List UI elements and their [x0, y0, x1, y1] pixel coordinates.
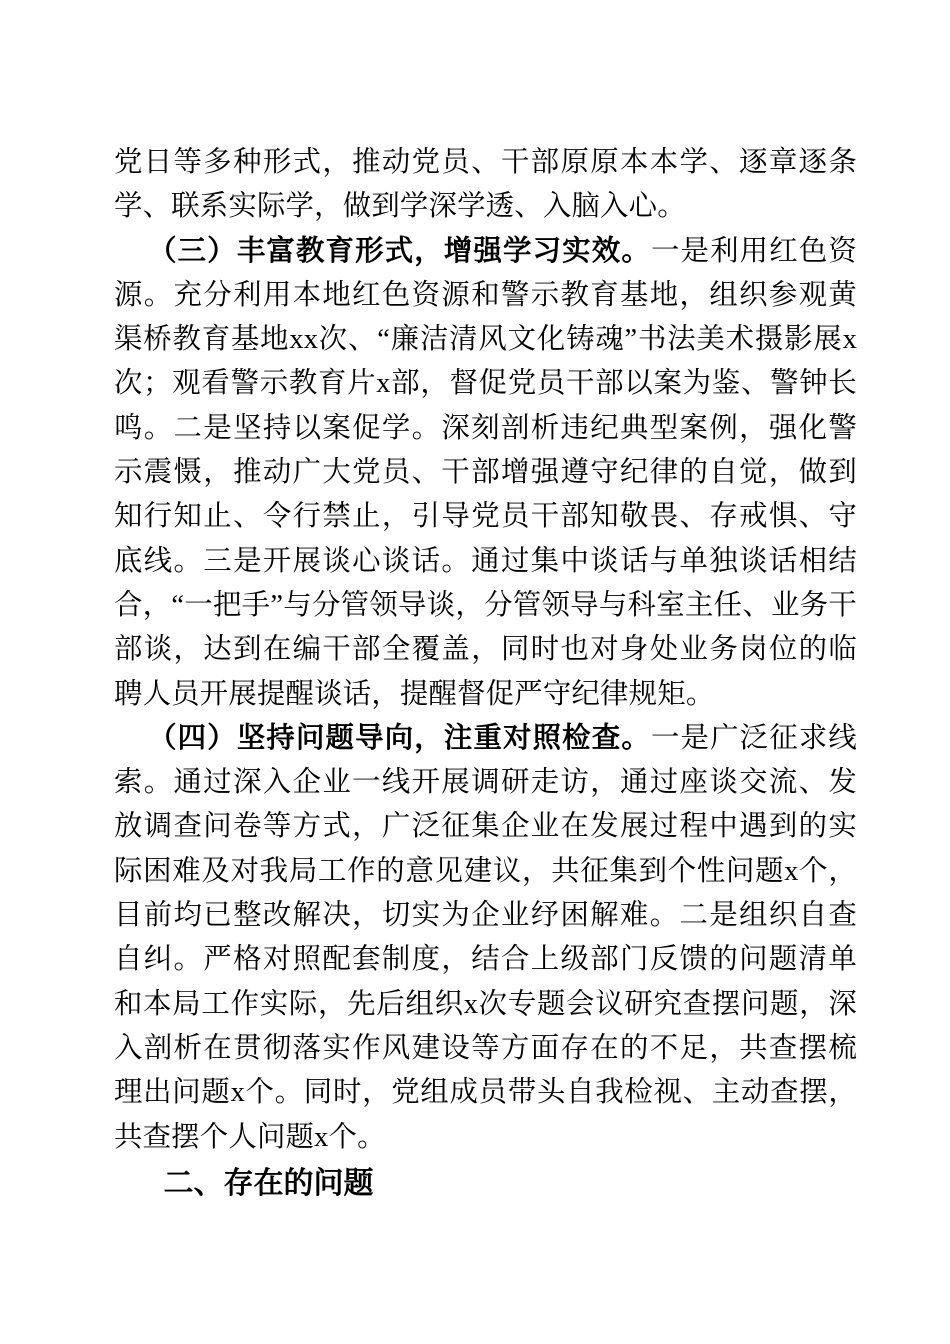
paragraph-section-4	[114, 717, 857, 1160]
paragraph-continuation	[114, 141, 857, 230]
paragraph-text: 一是广泛征求线索。通过深入企业一线开展调研走访，通过座谈交流、发放调查问卷等方式，广泛征集企业在发展过程中遇到的实际困难及对我局工作的意见建议，共征集到个性问题x个，目前均已整改解决，切实为企业纾困解难。二是组织自查自纠。严格对照配套制度，结合上级部门反馈的问题清单和本局工作实际，先后组织x次专题会议研究查摆问题，深入剖析在贯彻落实作风建设等方面存在的不足，共查摆梳理出问题x个。同时，党组成员带头自我检视、主动查摆，共查摆个人问题x个。	[114, 722, 858, 1153]
section-3-lead: （三）丰富教育形式，增强学习实效。	[148, 235, 651, 267]
paragraph-section-3	[114, 230, 857, 717]
section-4-lead: （四）坚持问题导向，注重对照检查。	[148, 722, 651, 754]
section-heading-problems: 二、存在的问题	[163, 1166, 374, 1200]
paragraph-text: 党日等多种形式，推动党员、干部原原本本学、逐章逐条学、联系实际学，做到学深学透、入脑入心。	[114, 147, 857, 223]
paragraph-text: 一是利用红色资源。充分利用本地红色资源和警示教育基地，组织参观黄渠桥教育基地xx次、“廉洁清风文化铸魂”书法美术摄影展x次；观看警示教育片x部，督促党员干部以案为鉴、警钟长鸣。二是坚持以案促学。深刻剖析违纪典型案例，强化警示震慑，推动广大党员、干部增强遵守纪律的自觉，做到知行知止、令行禁止，引导党员干部知敬畏、存戒惧、守底线。三是开展谈心谈话。通过集中谈话与单独谈话相结合，“一把手”与分管领导谈，分管领导与科室主任、业务干部谈，达到在编干部全覆盖，同时也对身处业务岗位的临聘人员开展提醒谈话，提醒督促严守纪律规矩。	[114, 235, 858, 710]
